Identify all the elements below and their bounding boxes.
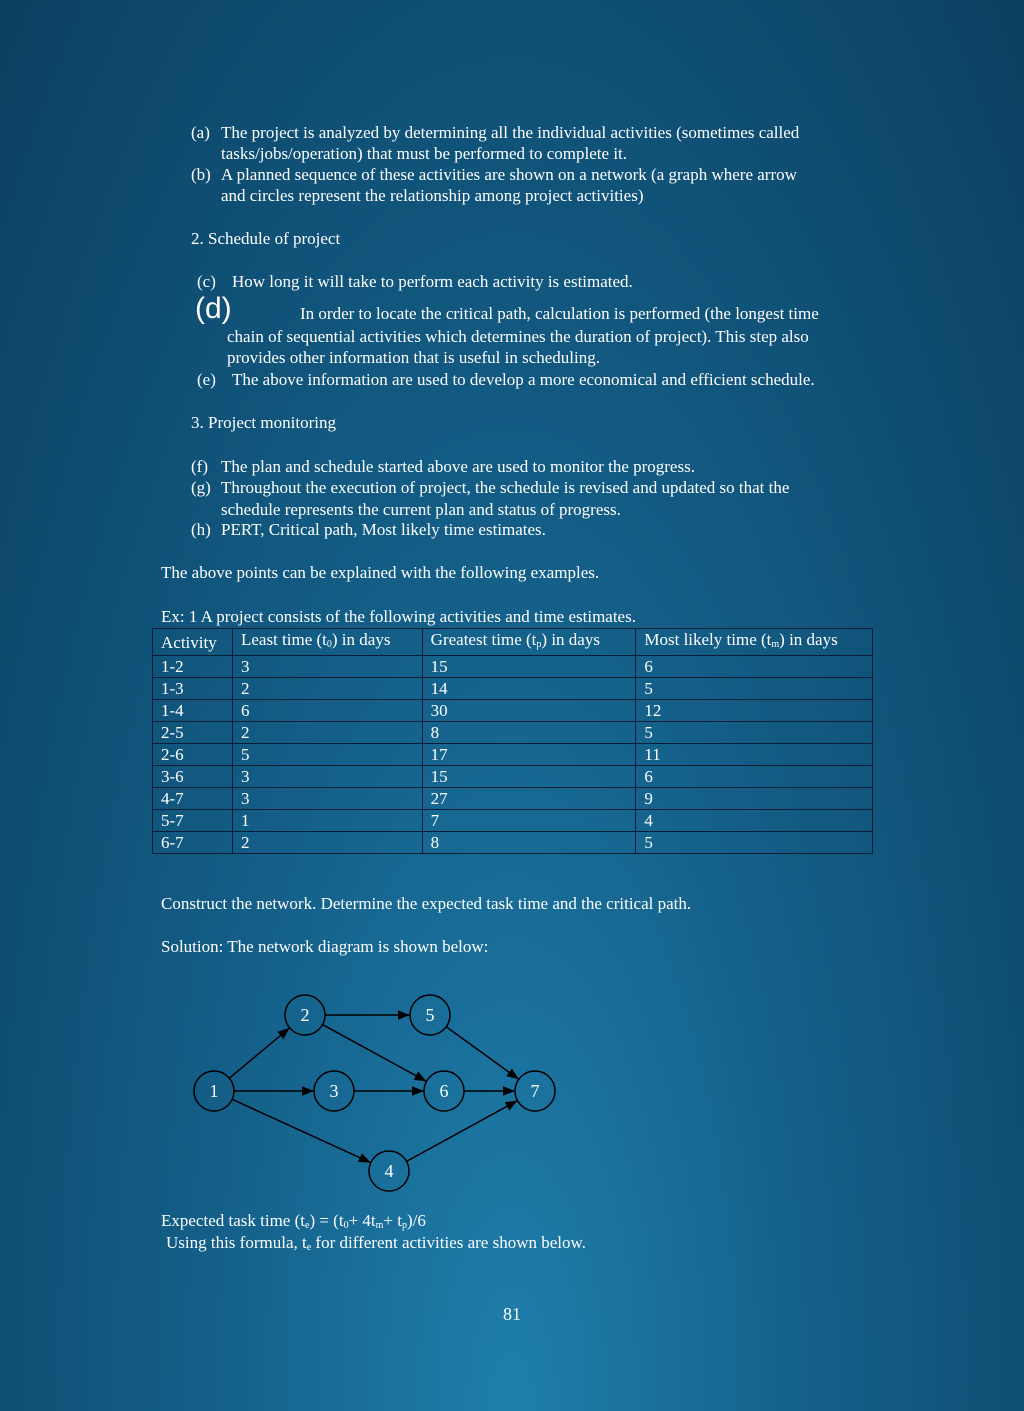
heading-monitoring: 3. Project monitoring (191, 413, 336, 432)
using-formula-text: Using this formula, $t_e$ for different activities are shown below. (166, 1233, 586, 1253)
table-cell: 6 (636, 656, 873, 678)
edge-1-2 (229, 1028, 289, 1078)
table-cell: 5 (232, 744, 422, 766)
table-cell: 15 (422, 656, 636, 678)
table-cell: 4 (636, 810, 873, 832)
item-g-label: (g) (191, 478, 211, 497)
table-cell: 3 (232, 766, 422, 788)
table-cell: 3 (232, 656, 422, 678)
table-cell: 14 (422, 678, 636, 700)
network-diagram (180, 980, 580, 1195)
node-4 (369, 1151, 409, 1191)
intro-text: The above points can be explained with the following examples. (161, 563, 600, 582)
header-activity: Activity (153, 629, 233, 656)
table-cell: 1-3 (153, 678, 233, 700)
table-row (153, 700, 873, 722)
heading-schedule: 2. Schedule of project (191, 229, 341, 248)
table-cell: 5 (636, 832, 873, 854)
item-a-line2: tasks/jobs/operation) that must be performed to complete it. (221, 144, 628, 163)
item-h-label: (h) (191, 520, 211, 539)
table-cell: 8 (422, 722, 636, 744)
node-2 (285, 995, 325, 1035)
table-row (153, 744, 873, 766)
node-5 (410, 995, 450, 1035)
table-cell: 4-7 (153, 788, 233, 810)
table-cell: 12 (636, 700, 873, 722)
node-label: 2 (300, 1005, 310, 1025)
table-row (153, 678, 873, 700)
table-cell: 6-7 (153, 832, 233, 854)
table-cell: 5 (636, 678, 873, 700)
item-b-line1: A planned sequence of these activities are shown on a network (a graph where arrow (221, 165, 797, 184)
node-label: 3 (329, 1081, 339, 1101)
task-text: Construct the network. Determine the expected task time and the critical path. (161, 894, 692, 913)
table-row (153, 766, 873, 788)
table-cell: 11 (636, 744, 873, 766)
item-e-text: The above information are used to develop a more economical and efficient schedule. (232, 370, 815, 389)
table-cell: 5 (636, 722, 873, 744)
table-cell: 2 (232, 678, 422, 700)
example-title: Ex: 1 A project consists of the following activities and time estimates. (161, 607, 636, 626)
table-cell: 8 (422, 832, 636, 854)
header-greatest-time: Greatest time $(t_p)$ in days (422, 629, 636, 656)
node-label: 5 (425, 1005, 435, 1025)
header-least-time: Least time $(t_0)$ in days (232, 629, 422, 656)
node-1 (194, 1071, 234, 1111)
table-cell: 30 (422, 700, 636, 722)
node-label: 7 (530, 1081, 540, 1101)
edge-1-4 (232, 1099, 371, 1162)
edge-5-7 (446, 1027, 519, 1080)
table-cell: 27 (422, 788, 636, 810)
edge-4-7 (407, 1101, 518, 1162)
table-cell: 2-5 (153, 722, 233, 744)
node-7 (515, 1071, 555, 1111)
item-a-label: (a) (191, 123, 210, 142)
table-cell: 2-6 (153, 744, 233, 766)
table-cell: 1-2 (153, 656, 233, 678)
item-e-label: (e) (197, 370, 216, 389)
table-row (153, 810, 873, 832)
item-h-line1: PERT, Critical path, Most likely time estimates. (221, 520, 546, 539)
item-d-line2: chain of sequential activities which determines the duration of project). This step also (227, 327, 809, 346)
edge-2-6 (323, 1025, 427, 1082)
item-d-line3: provides other information that is useful in scheduling. (227, 348, 600, 367)
node-label: 6 (439, 1081, 449, 1101)
table-header-row (153, 629, 873, 656)
table-cell: 5-7 (153, 810, 233, 832)
header-most-likely-time: Most likely time $(t_m)$ in days (636, 629, 873, 656)
item-d-line1: In order to locate the critical path, calculation is performed (the longest time (300, 304, 819, 323)
expected-time-formula: Expected task time $(t_e) = (t_0+ 4t_m+ t_p)/6$ (161, 1211, 426, 1231)
table-cell: 3 (232, 788, 422, 810)
item-a-line1: The project is analyzed by determining all the individual activities (sometimes called (221, 123, 800, 142)
table-row (153, 788, 873, 810)
table-cell: 17 (422, 744, 636, 766)
item-b-label: (b) (191, 165, 211, 184)
table-cell: 1-4 (153, 700, 233, 722)
node-6 (424, 1071, 464, 1111)
table-cell: 1 (232, 810, 422, 832)
table-row (153, 722, 873, 744)
item-g-line2: schedule represents the current plan and status of progress. (221, 500, 621, 519)
table-cell: 2 (232, 832, 422, 854)
table-cell: 15 (422, 766, 636, 788)
time-estimates-table (152, 628, 873, 854)
page-number: 81 (503, 1304, 521, 1324)
table-row (153, 832, 873, 854)
table-cell: 2 (232, 722, 422, 744)
solution-text: Solution: The network diagram is shown below: (161, 937, 489, 956)
table-cell: 7 (422, 810, 636, 832)
node-3 (314, 1071, 354, 1111)
item-b-line2: and circles represent the relationship among project activities) (221, 186, 644, 205)
node-label: 4 (384, 1161, 394, 1181)
item-f-label: (f) (191, 457, 208, 476)
table-cell: 6 (232, 700, 422, 722)
item-c-text: How long it will take to perform each activity is estimated. (232, 272, 633, 291)
item-g-line1: Throughout the execution of project, the schedule is revised and updated so that the (221, 478, 790, 497)
item-d-label: (d) (195, 292, 232, 325)
item-c-label: (c) (197, 272, 216, 291)
table-cell: 9 (636, 788, 873, 810)
table-cell: 3-6 (153, 766, 233, 788)
node-label: 1 (209, 1081, 219, 1101)
item-f-line1: The plan and schedule started above are used to monitor the progress. (221, 457, 695, 476)
table-cell: 6 (636, 766, 873, 788)
table-row (153, 656, 873, 678)
